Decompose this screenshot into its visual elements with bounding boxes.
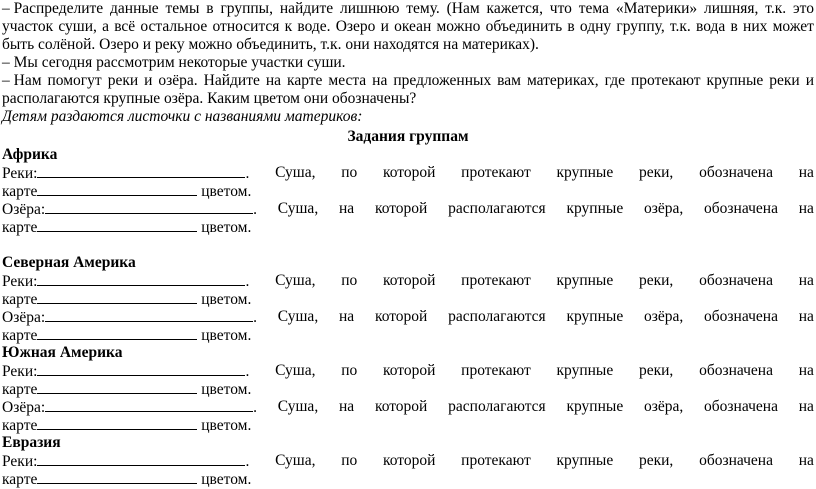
lakes-color-row: карте цветом. bbox=[2, 219, 252, 236]
rivers-answer-blank[interactable] bbox=[37, 362, 245, 376]
rivers-color-row: карте цветом. bbox=[2, 471, 252, 488]
continent-heading: Африка bbox=[2, 146, 58, 163]
rivers-color-blank[interactable] bbox=[37, 290, 197, 304]
rivers-row: Реки: . Суша, по которой протекают крупные реки, обозначена на bbox=[2, 362, 814, 380]
section-heading: Задания группам bbox=[347, 128, 469, 145]
rivers-answer-blank[interactable] bbox=[37, 452, 245, 466]
continent-heading: Северная Америка bbox=[2, 254, 136, 271]
lakes-color-blank[interactable] bbox=[37, 218, 197, 232]
rivers-row: Реки: . Суша, по которой протекают крупные реки, обозначена на bbox=[2, 452, 814, 470]
lakes-row: Озёра: . Суша, на которой располагаются крупные озёра, обозначена на bbox=[2, 308, 814, 326]
rivers-color-row: карте цветом. bbox=[2, 291, 252, 308]
lakes-row: Озёра: . Суша, на которой располагаются крупные озёра, обозначена на bbox=[2, 200, 814, 218]
lakes-color-row: карте цветом. bbox=[2, 417, 252, 434]
intro-line-5: – Нам помогут реки и озёра. Найдите на карте места на предложенных вам материках, где протекают крупные реки и bbox=[2, 72, 814, 89]
continent-heading: Южная Америка bbox=[2, 344, 123, 361]
lakes-color-blank[interactable] bbox=[37, 416, 197, 430]
rivers-color-row: карте цветом. bbox=[2, 183, 252, 200]
lakes-color-row: карте цветом. bbox=[2, 327, 252, 344]
rivers-row: Реки: . Суша, по которой протекают крупные реки, обозначена на bbox=[2, 272, 814, 290]
rivers-answer-blank[interactable] bbox=[37, 272, 245, 286]
lakes-answer-blank[interactable] bbox=[45, 308, 253, 322]
rivers-color-row: карте цветом. bbox=[2, 381, 252, 398]
rivers-color-blank[interactable] bbox=[37, 380, 197, 394]
continent-heading: Евразия bbox=[2, 434, 61, 451]
intro-line-3: быть солёной. Озеро и реку можно объединить, т.к. они находятся на материках). bbox=[2, 36, 539, 53]
lakes-row: Озёра: . Суша, на которой располагаются крупные озёра, обозначена на bbox=[2, 398, 814, 416]
rivers-color-blank[interactable] bbox=[37, 470, 197, 484]
rivers-answer-blank[interactable] bbox=[37, 164, 245, 178]
rivers-color-blank[interactable] bbox=[37, 182, 197, 196]
intro-line-4: – Мы сегодня рассмотрим некоторые участки суши. bbox=[2, 54, 346, 71]
intro-line-2: участок суши, а всё остальное относится к воде. Озеро и океан можно объединить в одну группу, т.к. вода в них может bbox=[2, 18, 814, 35]
lakes-answer-blank[interactable] bbox=[45, 200, 253, 214]
intro-line-1: – Распределите данные темы в группы, найдите лишнюю тему. (Нам кажется, что тема «Материки» лишняя, т.к. это bbox=[2, 0, 814, 17]
intro-line-7: Детям раздаются листочки с названиями материков: bbox=[2, 108, 363, 125]
lakes-color-blank[interactable] bbox=[37, 326, 197, 340]
intro-line-6: располагаются крупные озёра. Каким цветом они обозначены? bbox=[2, 90, 417, 107]
lakes-answer-blank[interactable] bbox=[45, 398, 253, 412]
rivers-row: Реки: . Суша, по которой протекают крупные реки, обозначена на bbox=[2, 164, 814, 182]
